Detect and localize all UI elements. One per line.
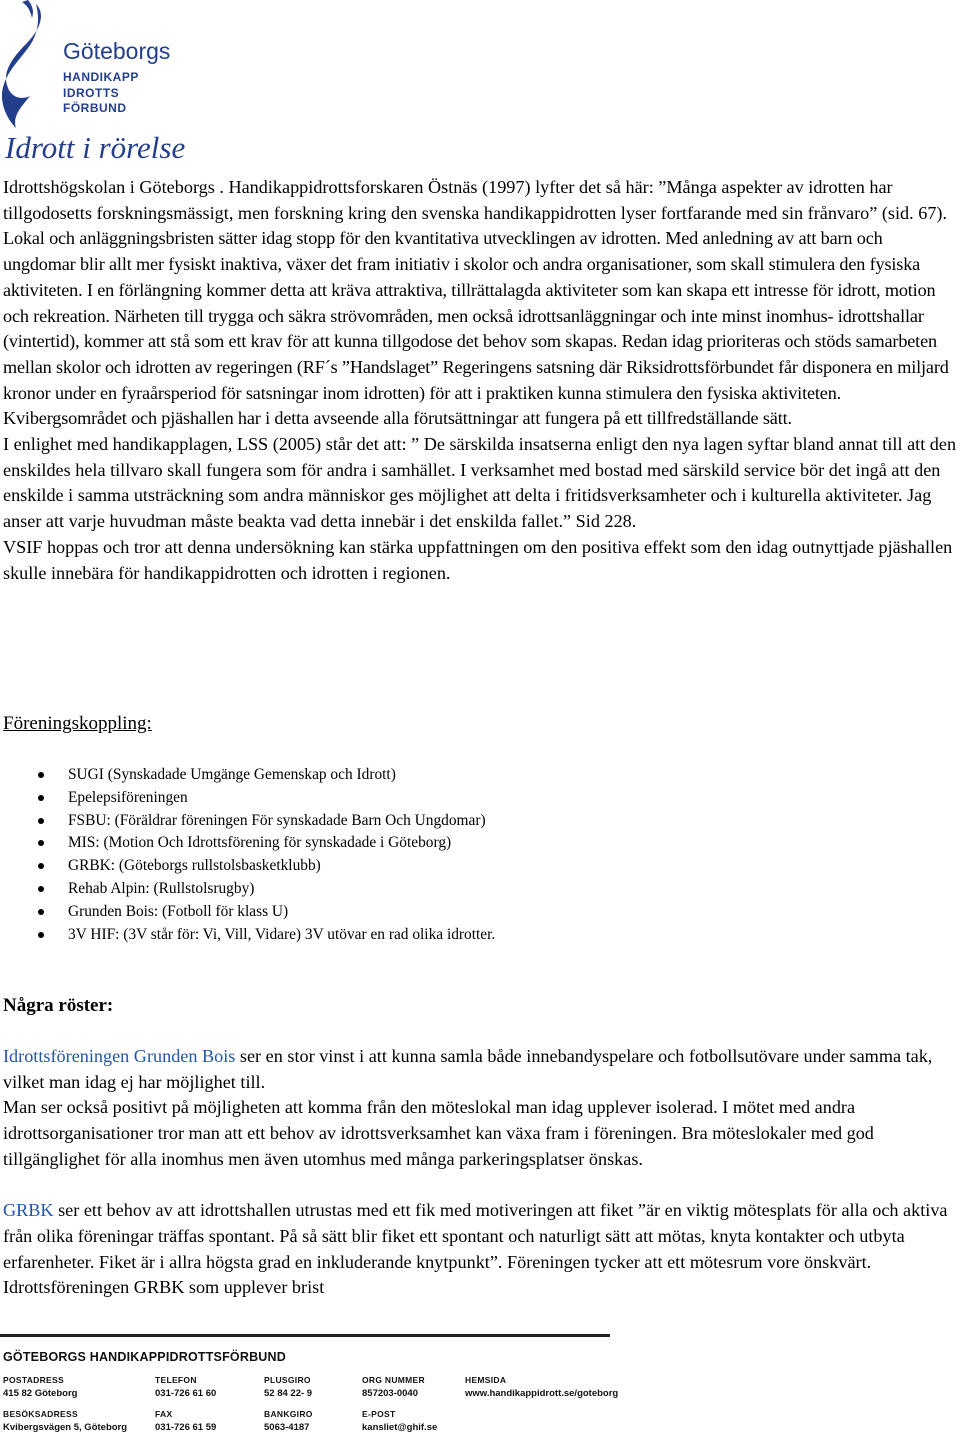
swoosh-logo-icon [0,0,60,130]
footer-divider [0,1334,610,1337]
list-item-text: GRBK: (Göteborgs rullstolsbasketklubb) [68,857,321,875]
footer-label: PLUSGIRO [264,1375,311,1385]
bullet-icon [38,909,44,915]
paragraph-grbk-text: ser ett behov av att idrottshallen utrustas med ett fik med motiveringen att fiket ”är en viktig mötesplats för alla och aktiva från olika föreningar träffas spontant. På så sätt blir fiket ett spontant och naturligt sätt att mötas, knyta kontakter och utbyta erfarenheter. Fiket är i allra högsta grad en inkluderande knytpunkt”. Föreningen tycker att ett mötesrum vore önskvärt. Idrottsföreningen GRBK som upplever brist [3,1200,948,1298]
list-item [38,832,938,855]
paragraph-lss: I enlighet med handikapplagen, LSS (2005) står det att: ” De särskilda insatserna enligt den nya lagen syftar bland annat till att den enskildes hela tillvaro skall fungera som för andra i samhället. I verksamhet med bostad med särskild service bör det ingå att den enskilde i samma utsträckning som andra människor ges möjlighet att delta i fritidsverksamheter och i kulturella aktiviteter. Jag anser att varje huvudman måste beakta vad detta innebär i det enskilda fallet.” Sid 228. [3,434,957,532]
footer-value: 415 82 Göteborg [3,1388,78,1399]
list-item-text: Epelepsiföreningen [68,788,188,806]
footer-email[interactable]: kansliet@ghif.se [362,1422,438,1433]
list-item [38,787,938,810]
list-item [38,764,938,787]
footer-value: 857203-0040 [362,1388,418,1399]
footer-label: FAX [155,1409,173,1419]
bullet-icon [38,840,44,846]
roster-text [3,1044,958,1301]
logo-subline-2: IDROTTS [63,86,120,100]
footer-value: 52 84 22- 9 [264,1388,313,1399]
list-item-text: Rehab Alpin: (Rullstolsrugby) [68,879,255,897]
list-item [38,810,938,833]
footer-label: BANKGIRO [264,1409,313,1419]
paragraph-moteslokal: Man ser också positivt på möjligheten att komma från den möteslokal man idag upplever isolerad. I mötet med andra idrottsorganisationer tror man att ett behov av idrottsverksamhet kan växa fram i föreningen. Bra möteslokaler med god tillgänglighet för alla inomhus men även utomhus med många parkeringsplatser önskas. [3,1097,874,1169]
bullet-icon [38,932,44,938]
footer-label: ORG NUMMER [362,1375,425,1385]
list-item [38,855,938,878]
organization-logo [0,0,190,168]
bullet-icon [38,818,44,824]
footer-label: TELEFON [155,1375,197,1385]
link-grunden-bois[interactable]: Idrottsföreningen Grunden Bois [3,1046,236,1066]
footer-value: Kvibergsvägen 5, Göteborg [3,1422,128,1433]
footer-website-link[interactable]: www.handikappidrott.se/goteborg [465,1388,619,1399]
list-item-text: SUGI (Synskadade Umgänge Gemenskap och Idrott) [68,766,396,783]
foreningskoppling-list [38,764,938,946]
footer-label: POSTADRESS [3,1375,64,1385]
list-item [38,901,938,924]
list-item-text: FSBU: (Föräldrar föreningen För synskadade Barn Och Ungdomar) [68,811,486,829]
footer-label: HEMSIDA [465,1375,507,1385]
paragraph-grbk [3,1198,958,1301]
logo-subline-3: FÖRBUND [63,101,127,115]
list-item [38,924,938,947]
bullet-icon [38,863,44,869]
list-item [38,878,938,901]
link-grbk[interactable]: GRBK [3,1200,54,1221]
main-text [3,175,958,586]
paragraph-lokal: Lokal och anläggningsbristen sätter idag stopp för den kvantitativa utvecklingen av idrotten. Med anledning av att barn och ungdomar blir allt mer fysiskt inaktiva, växer det fram initiativ i skolor och andra organisationer, som skall stimulera den fysiska aktiviteten. I en förlängning kommer detta att kräva attraktiva, tillrättalagda aktiviteter som kan skapa ett intresse för idrott, motion och rekreation. Närheten till trygga och säkra strövområden, men också idrottsanläggningar och inte minst inomhus- idrottshallar (vintertid), kommer att stå som ett krav för att kunna tillgodose det behov som skapas. Redan idag prioriteras och stöds samarbeten mellan skolor och idrotten av regeringen (RF´s ”Handslaget” Regeringens satsning där Riksidrottsförbundet får disponera en miljard kronor under en fyraårsperiod för satsningar inom idrotten) för att i praktiken kunna stimulera den fysiska aktiviteten. Kvibergsområdet och pjäshallen har i detta avseende alla förutsättningar att fungera på ett tillfredställande sätt. [3,228,949,429]
bullet-icon [38,886,44,892]
paragraph-vsif: VSIF hoppas och tror att denna undersökning kan stärka uppfattningen om den positiva effekt som den idag outnyttjade pjäshallen skulle innebära för handikappidrotten och idrotten i regionen. [3,536,953,583]
paragraph-grunden-bois [3,1044,958,1095]
logo-org-name: Göteborgs [63,38,171,64]
logo-slogan: Idrott i rörelse [5,130,186,165]
footer-column-org [362,1374,437,1434]
foreningskoppling-heading: Föreningskoppling: [3,713,152,734]
paragraph-grunden-bois-text: ser en stor vinst i att kunna samla både innebandyspelare och fotbollsutövare under samma tak, vilket man idag ej har möjlighet till. [3,1046,933,1092]
footer-label: BESÖKSADRESS [3,1409,78,1419]
footer-label: E-POST [362,1409,396,1419]
list-item-text: 3V HIF: (3V står för: Vi, Vill, Vidare) 3V utövar en rad olika idrotter. [68,925,496,943]
bullet-icon [38,795,44,801]
footer-value: 5063-4187 [264,1422,310,1433]
footer-value: 031-726 61 60 [155,1388,217,1399]
footer-value: 031-726 61 59 [155,1422,217,1433]
list-item-text: MIS: (Motion Och Idrottsförening för synskadade i Göteborg) [68,834,452,852]
footer-column-phone [155,1374,216,1434]
logo-subline-1: HANDIKAPP [63,70,139,84]
footer-column-website [465,1374,618,1400]
roster-heading: Några röster: [3,995,114,1016]
list-item-text: Grunden Bois: (Fotboll för klass U) [68,902,289,920]
page-footer [0,1334,960,1454]
footer-org-title: GÖTEBORGS HANDIKAPPIDROTTSFÖRBUND [3,1350,286,1364]
footer-column-giro [264,1374,313,1434]
paragraph-intro: Idrottshögskolan i Göteborgs . Handikappidrottsforskaren Östnäs (1997) lyfter det så här: ”Många aspekter av idrotten har tillgodosetts forskningsmässigt, men forskning kring den svenska handikappidrotten lyser fortfarande med sin frånvaro” (sid. 67). [3,177,948,223]
footer-column-address [3,1374,127,1434]
bullet-icon [38,772,44,778]
